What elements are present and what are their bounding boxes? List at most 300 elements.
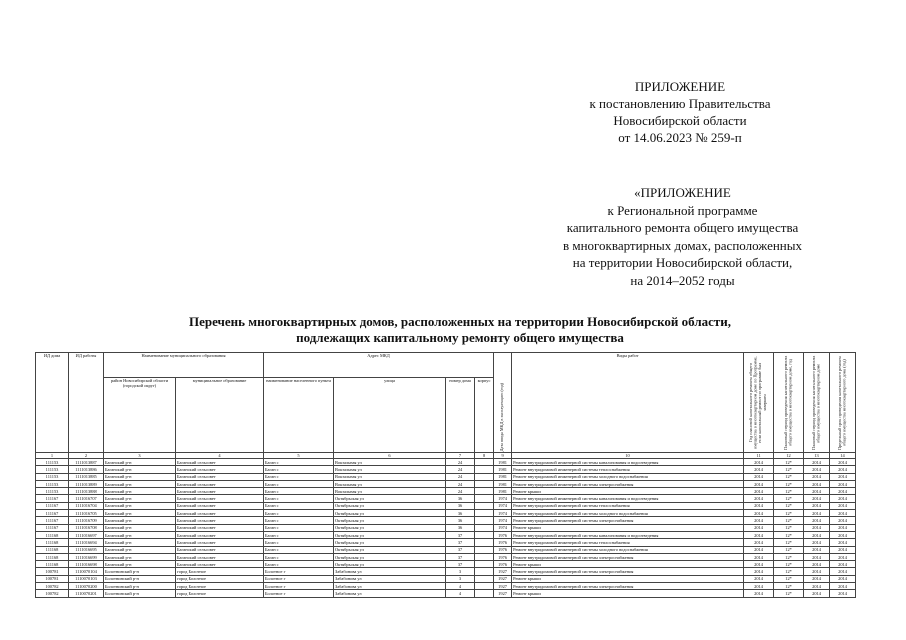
cell-district: Баганский р-н [104, 517, 176, 524]
cell-col-11: 2014 [744, 546, 774, 553]
cell-house-no: 37 [446, 539, 475, 546]
cell-street: Забабонова ул [334, 590, 446, 597]
program-appendix-line-3: в многоквартирных домах, расположенных [562, 237, 803, 253]
cell-year: 1927 [494, 590, 512, 597]
table-row [36, 510, 856, 517]
cell-year: 1981 [494, 459, 512, 466]
header-municipality-group: Наименование муниципального образования [104, 353, 264, 378]
cell-col-11: 2014 [744, 495, 774, 502]
cell-work-type: Ремонт крыши [512, 575, 744, 582]
cell-year: 1927 [494, 575, 512, 582]
cell-year: 1981 [494, 466, 512, 473]
cell-year: 1976 [494, 531, 512, 538]
cell-building [475, 480, 494, 487]
cell-municipal-entity: город Болотное [176, 583, 264, 590]
cell-col-11: 2014 [744, 531, 774, 538]
cell-municipal-entity: Баганский сельсовет [176, 531, 264, 538]
cell-col-13: 2014 [804, 583, 830, 590]
program-appendix-header [540, 184, 825, 289]
cell-id-house: 111153 [36, 473, 69, 480]
cell-building [475, 517, 494, 524]
appendix-title: ПРИЛОЖЕНИЕ [634, 79, 726, 94]
cell-house-no: 37 [446, 561, 475, 568]
cell-work-type: Ремонт внутридомовой инженерной системы канализования и водоотведения [512, 495, 744, 502]
cell-district: Баганский р-н [104, 553, 176, 560]
cell-street: Октябрьская ул [334, 539, 446, 546]
cell-id-work: 1111013886 [69, 466, 104, 473]
cell-id-house: 111168 [36, 539, 69, 546]
header-col-12: Плановый период проведения капитального ремонта общего имущества в многоквартирном доме, год [774, 353, 804, 453]
cell-col-11: 2014 [744, 502, 774, 509]
appendix-line-1: к постановлению Правительства [589, 96, 771, 111]
cell-municipal-entity: Баганский сельсовет [176, 466, 264, 473]
cell-id-house: 100782 [36, 590, 69, 597]
table-row [36, 480, 856, 487]
cell-work-type: Ремонт крыши [512, 488, 744, 495]
cell-work-type: Ремонт внутридомовой инженерной системы теплоснабжения [512, 539, 744, 546]
cell-locality: Баган с [264, 539, 334, 546]
appendix-line-3: от 14.06.2023 № 259-п [618, 130, 742, 145]
column-number: 7 [446, 453, 475, 459]
cell-house-no: 36 [446, 510, 475, 517]
cell-col-11: 2014 [744, 524, 774, 531]
cell-district: Баганский р-н [104, 502, 176, 509]
table-row [36, 546, 856, 553]
cell-municipal-entity: Баганский сельсовет [176, 495, 264, 502]
cell-municipal-entity: город Болотное [176, 575, 264, 582]
cell-municipal-entity: Баганский сельсовет [176, 480, 264, 487]
column-number: 4 [176, 453, 264, 459]
cell-locality: Болотное г [264, 590, 334, 597]
cell-year: 1981 [494, 480, 512, 487]
cell-col-11: 2014 [744, 480, 774, 487]
column-number: 14 [830, 453, 856, 459]
table-row [36, 539, 856, 546]
cell-year: 1927 [494, 583, 512, 590]
cell-municipal-entity: город Болотное [176, 568, 264, 575]
cell-col-12: 12* [774, 553, 804, 560]
cell-work-type: Ремонт крыши [512, 561, 744, 568]
cell-col-13: 2014 [804, 524, 830, 531]
table-row [36, 583, 856, 590]
cell-col-13: 2014 [804, 495, 830, 502]
column-number: 2 [69, 453, 104, 459]
cell-col-13: 2014 [804, 466, 830, 473]
cell-year: 1974 [494, 510, 512, 517]
header-col-14: Предельный срок проведения капитального ремонта общего имущества многоквартирного дома (год) [830, 353, 856, 453]
table-row [36, 502, 856, 509]
cell-col-11: 2014 [744, 473, 774, 480]
cell-id-work: 1110070201 [69, 590, 104, 597]
header-year-commission: Дата ввода МКД в эксплуатацию (год) [494, 353, 512, 453]
cell-building [475, 524, 494, 531]
cell-col-12: 12* [774, 510, 804, 517]
cell-municipal-entity: Баганский сельсовет [176, 488, 264, 495]
cell-district: Баганский р-н [104, 546, 176, 553]
document-title [120, 314, 800, 346]
cell-col-13: 2014 [804, 517, 830, 524]
cell-house-no: 3 [446, 575, 475, 582]
cell-street: Вокзальная ул [334, 459, 446, 466]
cell-street: Октябрьская ул [334, 502, 446, 509]
cell-district: Баганский р-н [104, 480, 176, 487]
cell-building [475, 553, 494, 560]
appendix-header [560, 78, 800, 146]
cell-street: Вокзальная ул [334, 466, 446, 473]
cell-work-type: Ремонт внутридомовой инженерной системы электроснабжения [512, 583, 744, 590]
cell-year: 1974 [494, 495, 512, 502]
cell-district: Баганский р-н [104, 495, 176, 502]
cell-col-14: 2014 [830, 531, 856, 538]
header-building: корпус [475, 378, 494, 453]
cell-street: Октябрьская ул [334, 517, 446, 524]
cell-work-type: Ремонт внутридомовой инженерной системы холодного водоснабжения [512, 473, 744, 480]
cell-building [475, 575, 494, 582]
program-appendix-title: «ПРИЛОЖЕНИЕ [634, 185, 731, 200]
table-row [36, 459, 856, 466]
cell-locality: Баган с [264, 517, 334, 524]
cell-col-14: 2014 [830, 590, 856, 597]
cell-locality: Баган с [264, 553, 334, 560]
cell-year: 1976 [494, 546, 512, 553]
cell-district: Баганский р-н [104, 524, 176, 531]
cell-building [475, 561, 494, 568]
header-street: улица [334, 378, 446, 453]
column-number: 5 [264, 453, 334, 459]
header-locality: наименование населенного пункта [264, 378, 334, 453]
cell-work-type: Ремонт внутридомовой инженерной системы теплоснабжения [512, 466, 744, 473]
cell-district: Болотнинский р-н [104, 568, 176, 575]
cell-work-type: Ремонт внутридомовой инженерной системы электроснабжения [512, 553, 744, 560]
document-title-line-2: подлежащих капитальному ремонту общего имущества [296, 330, 624, 345]
cell-id-house: 111168 [36, 553, 69, 560]
header-id-house: ИД дома [36, 353, 69, 453]
cell-col-14: 2014 [830, 510, 856, 517]
cell-year: 1976 [494, 539, 512, 546]
cell-id-work: 1111016708 [69, 524, 104, 531]
cell-street: Забабонова ул [334, 583, 446, 590]
cell-district: Баганский р-н [104, 539, 176, 546]
cell-municipal-entity: Баганский сельсовет [176, 473, 264, 480]
cell-municipal-entity: Баганский сельсовет [176, 459, 264, 466]
table-row [36, 575, 856, 582]
cell-id-work: 1111016694 [69, 539, 104, 546]
cell-col-12: 12* [774, 466, 804, 473]
cell-work-type: Ремонт внутридомовой инженерной системы электроснабжения [512, 517, 744, 524]
cell-building [475, 583, 494, 590]
header-col-11: Год плановой капитального ремонта общего имущества в многоквартирном доме по Программе, если капитальный ремонт по программе был завершен [744, 353, 774, 453]
cell-id-work: 1111013887 [69, 459, 104, 466]
cell-col-13: 2014 [804, 502, 830, 509]
document-title-line-1: Перечень многоквартирных домов, расположенных на территории Новосибирской области, [188, 314, 732, 329]
cell-col-12: 12* [774, 590, 804, 597]
table-row [36, 473, 856, 480]
cell-year: 1974 [494, 517, 512, 524]
cell-municipal-entity: город Болотное [176, 590, 264, 597]
header-house-no: номер дома [446, 378, 475, 453]
cell-district: Баганский р-н [104, 473, 176, 480]
cell-col-14: 2014 [830, 561, 856, 568]
cell-locality: Баган с [264, 524, 334, 531]
cell-municipal-entity: Баганский сельсовет [176, 510, 264, 517]
cell-municipal-entity: Баганский сельсовет [176, 539, 264, 546]
cell-col-12: 12* [774, 473, 804, 480]
cell-id-work: 1111016699 [69, 553, 104, 560]
cell-street: Вокзальная ул [334, 480, 446, 487]
cell-building [475, 590, 494, 597]
cell-id-house: 111167 [36, 495, 69, 502]
cell-municipal-entity: Баганский сельсовет [176, 561, 264, 568]
column-number: 10 [512, 453, 744, 459]
cell-col-14: 2014 [830, 495, 856, 502]
cell-house-no: 24 [446, 459, 475, 466]
cell-col-14: 2014 [830, 575, 856, 582]
cell-col-11: 2014 [744, 575, 774, 582]
cell-work-type: Ремонт внутридомовой инженерной системы холодного водоснабжения [512, 546, 744, 553]
cell-building [475, 502, 494, 509]
cell-building [475, 473, 494, 480]
cell-work-type: Ремонт внутридомовой инженерной системы электроснабжения [512, 568, 744, 575]
cell-street: Забабонова ул [334, 568, 446, 575]
cell-work-type: Ремонт внутридомовой инженерной системы электроснабжения [512, 480, 744, 487]
cell-col-12: 12* [774, 524, 804, 531]
cell-district: Баганский р-н [104, 531, 176, 538]
cell-building [475, 568, 494, 575]
cell-id-work: 1111016709 [69, 517, 104, 524]
column-number: 1 [36, 453, 69, 459]
header-work-types: Виды работ [512, 353, 744, 453]
table-row [36, 561, 856, 568]
column-number: 6 [334, 453, 446, 459]
cell-locality: Болотное г [264, 583, 334, 590]
cell-id-work: 1110070103 [69, 575, 104, 582]
cell-col-11: 2014 [744, 459, 774, 466]
cell-id-work: 1111013888 [69, 488, 104, 495]
cell-year: 1976 [494, 561, 512, 568]
cell-id-house: 111153 [36, 466, 69, 473]
cell-id-work: 1111013885 [69, 473, 104, 480]
program-appendix-line-2: капитального ремонта общего имущества [566, 220, 799, 235]
cell-house-no: 3 [446, 568, 475, 575]
cell-col-14: 2014 [830, 502, 856, 509]
cell-building [475, 466, 494, 473]
cell-house-no: 24 [446, 466, 475, 473]
cell-house-no: 36 [446, 502, 475, 509]
cell-building [475, 539, 494, 546]
cell-col-12: 12* [774, 583, 804, 590]
column-number: 8 [475, 453, 494, 459]
table-row [36, 568, 856, 575]
cell-id-house: 111153 [36, 459, 69, 466]
cell-col-14: 2014 [830, 466, 856, 473]
cell-id-house: 100781 [36, 575, 69, 582]
cell-work-type: Ремонт внутридомовой инженерной системы холодного водоснабжения [512, 510, 744, 517]
cell-district: Болотнинский р-н [104, 583, 176, 590]
header-address-group: Адрес МКД [264, 353, 494, 378]
cell-building [475, 531, 494, 538]
cell-col-11: 2014 [744, 561, 774, 568]
cell-building [475, 488, 494, 495]
cell-work-type: Ремонт внутридомовой инженерной системы канализования и водоотведения [512, 459, 744, 466]
table-header-row-1 [36, 353, 856, 378]
cell-district: Баганский р-н [104, 466, 176, 473]
cell-id-work: 1110070104 [69, 568, 104, 575]
cell-col-11: 2014 [744, 539, 774, 546]
cell-id-work: 1111016705 [69, 510, 104, 517]
cell-col-12: 12* [774, 459, 804, 466]
cell-id-work: 1111016707 [69, 495, 104, 502]
program-appendix-line-4: на территории Новосибирской области, [572, 255, 793, 270]
cell-col-13: 2014 [804, 539, 830, 546]
cell-district: Баганский р-н [104, 561, 176, 568]
cell-street: Забабонова ул [334, 575, 446, 582]
cell-id-house: 111167 [36, 517, 69, 524]
cell-col-14: 2014 [830, 480, 856, 487]
column-number: 11 [744, 453, 774, 459]
cell-col-13: 2014 [804, 531, 830, 538]
table-row [36, 488, 856, 495]
cell-id-work: 1111016697 [69, 531, 104, 538]
cell-col-13: 2014 [804, 568, 830, 575]
cell-col-11: 2014 [744, 590, 774, 597]
cell-district: Баганский р-н [104, 510, 176, 517]
cell-work-type: Ремонт крыши [512, 524, 744, 531]
cell-work-type: Ремонт крыши [512, 590, 744, 597]
cell-col-11: 2014 [744, 568, 774, 575]
cell-col-13: 2014 [804, 590, 830, 597]
cell-col-12: 12* [774, 539, 804, 546]
table-row [36, 590, 856, 597]
cell-col-12: 12* [774, 517, 804, 524]
cell-municipal-entity: Баганский сельсовет [176, 517, 264, 524]
cell-locality: Баган с [264, 473, 334, 480]
cell-col-14: 2014 [830, 568, 856, 575]
cell-house-no: 37 [446, 546, 475, 553]
cell-id-house: 111167 [36, 510, 69, 517]
cell-col-12: 12* [774, 575, 804, 582]
cell-street: Октябрьская ул [334, 524, 446, 531]
header-district: район Новосибирской области (городской округ) [104, 378, 176, 453]
cell-id-work: 1111016704 [69, 502, 104, 509]
header-municipal-entity: муниципальное образование [176, 378, 264, 453]
cell-district: Баганский р-н [104, 488, 176, 495]
cell-id-house: 111168 [36, 546, 69, 553]
cell-locality: Баган с [264, 502, 334, 509]
houses-table [35, 352, 856, 598]
cell-house-no: 24 [446, 488, 475, 495]
cell-id-work: 1111013889 [69, 480, 104, 487]
cell-street: Октябрьская ул [334, 553, 446, 560]
cell-house-no: 36 [446, 524, 475, 531]
cell-house-no: 24 [446, 473, 475, 480]
column-number: 3 [104, 453, 176, 459]
cell-municipal-entity: Баганский сельсовет [176, 546, 264, 553]
cell-house-no: 37 [446, 553, 475, 560]
cell-col-13: 2014 [804, 473, 830, 480]
cell-year: 1927 [494, 568, 512, 575]
cell-street: Октябрьская ул [334, 510, 446, 517]
cell-col-14: 2014 [830, 583, 856, 590]
cell-col-13: 2014 [804, 488, 830, 495]
cell-col-11: 2014 [744, 553, 774, 560]
cell-district: Болотнинский р-н [104, 575, 176, 582]
cell-col-12: 12* [774, 561, 804, 568]
cell-col-12: 12* [774, 480, 804, 487]
table-row [36, 553, 856, 560]
table-row [36, 531, 856, 538]
cell-locality: Болотное г [264, 568, 334, 575]
table-row [36, 517, 856, 524]
cell-col-14: 2014 [830, 524, 856, 531]
cell-col-13: 2014 [804, 561, 830, 568]
cell-id-house: 111153 [36, 488, 69, 495]
appendix-line-2: Новосибирской области [613, 113, 747, 128]
column-number: 12 [774, 453, 804, 459]
cell-district: Баганский р-н [104, 459, 176, 466]
cell-col-13: 2014 [804, 459, 830, 466]
cell-col-14: 2014 [830, 517, 856, 524]
table-row [36, 466, 856, 473]
cell-col-14: 2014 [830, 539, 856, 546]
cell-col-11: 2014 [744, 510, 774, 517]
cell-locality: Баган с [264, 510, 334, 517]
cell-col-13: 2014 [804, 575, 830, 582]
cell-year: 1981 [494, 488, 512, 495]
cell-municipal-entity: Баганский сельсовет [176, 524, 264, 531]
cell-col-13: 2014 [804, 546, 830, 553]
cell-col-12: 12* [774, 495, 804, 502]
column-number: 13 [804, 453, 830, 459]
cell-locality: Болотное г [264, 575, 334, 582]
cell-municipal-entity: Баганский сельсовет [176, 553, 264, 560]
cell-year: 1976 [494, 553, 512, 560]
cell-house-no: 4 [446, 590, 475, 597]
cell-street: Октябрьская ул [334, 531, 446, 538]
program-appendix-line-1: к Региональной программе [607, 202, 758, 218]
cell-work-type: Ремонт внутридомовой инженерной системы теплоснабжения [512, 502, 744, 509]
cell-col-11: 2014 [744, 488, 774, 495]
cell-col-12: 12* [774, 546, 804, 553]
cell-col-13: 2014 [804, 553, 830, 560]
cell-locality: Баган с [264, 561, 334, 568]
table-row [36, 495, 856, 502]
cell-col-12: 12* [774, 488, 804, 495]
cell-house-no: 36 [446, 495, 475, 502]
cell-col-14: 2014 [830, 488, 856, 495]
table-row [36, 524, 856, 531]
cell-municipal-entity: Баганский сельсовет [176, 502, 264, 509]
cell-col-13: 2014 [804, 510, 830, 517]
cell-id-house: 100782 [36, 583, 69, 590]
cell-col-14: 2014 [830, 459, 856, 466]
cell-locality: Баган с [264, 495, 334, 502]
header-id-work: ИД работы [69, 353, 104, 453]
cell-year: 1981 [494, 473, 512, 480]
cell-col-14: 2014 [830, 553, 856, 560]
cell-id-house: 111167 [36, 502, 69, 509]
cell-house-no: 37 [446, 531, 475, 538]
cell-building [475, 495, 494, 502]
cell-id-house: 111168 [36, 561, 69, 568]
cell-locality: Баган с [264, 531, 334, 538]
cell-locality: Баган с [264, 459, 334, 466]
cell-street: Октябрьская ул [334, 546, 446, 553]
cell-house-no: 24 [446, 480, 475, 487]
cell-district: Болотнинский р-н [104, 590, 176, 597]
cell-house-no: 4 [446, 583, 475, 590]
cell-street: Октябрьская ул [334, 495, 446, 502]
table-body [36, 459, 856, 598]
